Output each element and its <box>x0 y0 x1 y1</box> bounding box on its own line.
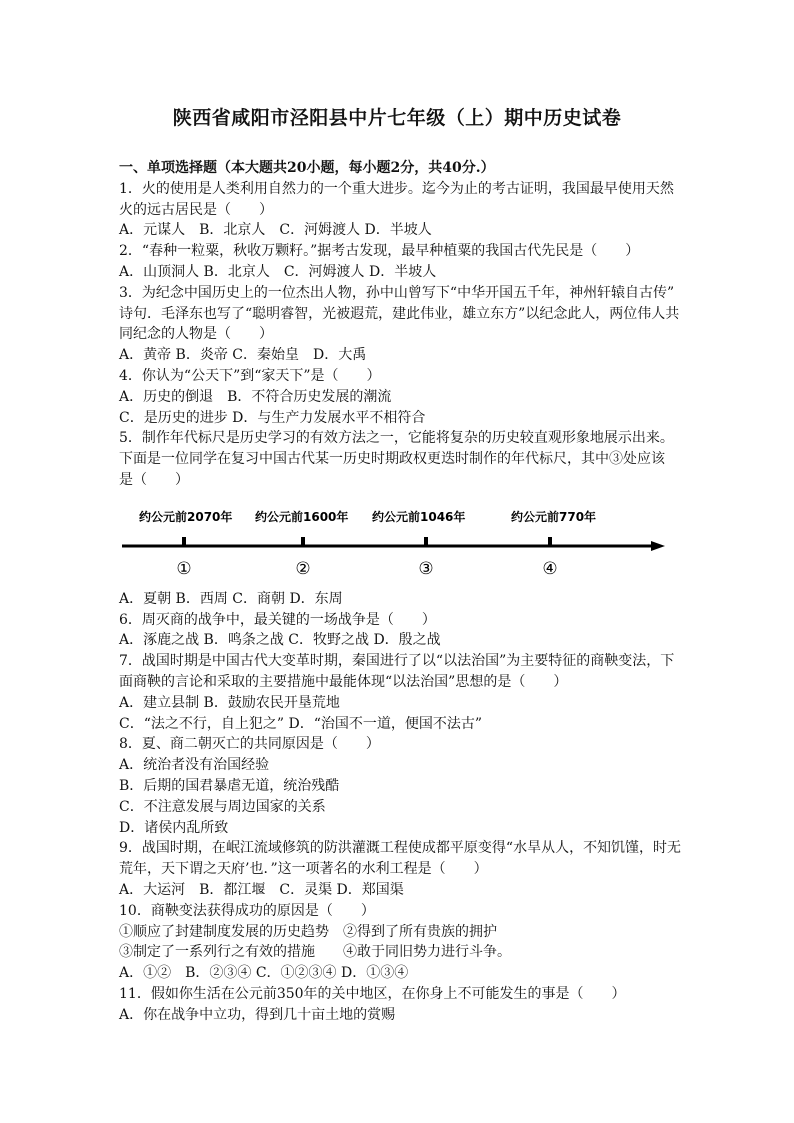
text-line: 7．战国时期是中国古代大变革时期，秦国进行了以“以法治国”为主要特征的商鞅变法，下 <box>119 653 675 670</box>
text-line: ③制定了一系列行之有效的措施 ④敢于同旧势力进行斗争。 <box>119 944 511 961</box>
text-line: 4．你认为“公天下”到“家天下”是（ ） <box>119 367 381 384</box>
text-line: 是（ ） <box>119 471 189 488</box>
exam-content <box>119 158 682 1025</box>
text-line: 9．战国时期，在岷江流域修筑的防洪灌溉工程使成都平原变得“水旱从人，不知饥馑，时无 <box>119 840 682 857</box>
text-line: 火的远古居民是（ ） <box>119 201 273 218</box>
timeline-label-3: 约公元前1046年 <box>372 509 466 524</box>
timeline-svg <box>119 505 679 583</box>
text-line: A．统治者没有治国经验 <box>119 757 270 774</box>
timeline-figure <box>119 505 679 583</box>
timeline-marker-1: ① <box>176 558 192 579</box>
timeline-marker-3: ③ <box>418 558 434 579</box>
text-line: 1．火的使用是人类利用自然力的一个重大进步。迄今为止的考古证明，我国最早使用天然 <box>119 180 674 197</box>
timeline-label-2: 约公元前1600年 <box>255 509 349 524</box>
text-line: 10．商鞅变法获得成功的原因是（ ） <box>119 902 375 919</box>
timeline-label-1: 约公元前2070年 <box>139 509 233 524</box>
text-line: C．不注意发展与周边国家的关系 <box>119 798 326 815</box>
text-line: ①顺应了封建制度发展的历史趋势 ②得到了所有贵族的拥护 <box>119 923 497 940</box>
text-line: A．夏朝 B．西周 C．商朝 D．东周 <box>119 590 343 607</box>
text-line: 下面是一位同学在复习中国古代某一历史时期政权更迭时制作的年代标尺，其中③处应该 <box>119 451 665 468</box>
timeline-label-4: 约公元前770年 <box>511 509 597 524</box>
question-block-5-11 <box>119 589 682 1026</box>
text-line: 2．“春种一粒粟，秋收万颗籽。”据考古发现，最早种植粟的我国古代先民是（ ） <box>119 243 640 260</box>
timeline-tick-3 <box>424 537 428 547</box>
section-heading: 一、单项选择题（本大题共20小题，每小题2分，共40分.） <box>119 160 495 176</box>
text-line: 诗句．毛泽东也写了“聪明睿智，光被遐荒，建此伟业，雄立东方”以纪念此人，两位伟人共 <box>119 305 680 322</box>
text-line: A．①② B．②③④ C．①②③④ D．①③④ <box>119 965 409 982</box>
page-title: 陕西省咸阳市泾阳县中片七年级（上）期中历史试卷 <box>172 107 622 129</box>
text-line: 同纪念的人物是（ ） <box>119 326 273 343</box>
text-line: A．历史的倒退 B．不符合历史发展的潮流 <box>119 388 392 405</box>
text-line: D．诸侯内乱所致 <box>119 819 229 836</box>
text-line: 5．制作年代标尺是历史学习的有效方法之一，它能将复杂的历史较直观形象地展示出来。 <box>119 430 674 447</box>
text-line: 面商鞅的言论和采取的主要措施中最能体现“以法治国”思想的是（ ） <box>119 673 568 690</box>
text-line: A．你在战争中立功，得到几十亩土地的赏赐 <box>119 1006 396 1023</box>
text-line: 11．假如你生活在公元前350年的关中地区，在你身上不可能发生的事是（ ） <box>119 985 626 1002</box>
text-line: A．涿鹿之战 B．鸣条之战 C．牧野之战 D．殷之战 <box>119 632 441 649</box>
timeline-marker-4: ④ <box>542 558 558 579</box>
text-line: A．元谋人 B．北京人 C．河姆渡人 D．半坡人 <box>119 222 432 239</box>
timeline-tick-2 <box>301 537 305 547</box>
question-block-1-5 <box>119 179 679 491</box>
timeline-arrow <box>651 541 665 551</box>
text-line: C．是历史的进步 D．与生产力发展水平不相符合 <box>119 409 426 426</box>
text-line: A．建立县制 B．鼓励农民开垦荒地 <box>119 694 340 711</box>
text-line: A．黄帝 B．炎帝 C．秦始皇 D．大禹 <box>119 347 367 364</box>
text-line: A．山顶洞人 B．北京人 C．河姆渡人 D．半坡人 <box>119 263 437 280</box>
text-line: B．后期的国君暴虐无道，统治残酷 <box>119 777 340 794</box>
text-line: C．“法之不行，自上犯之” D．“治国不一道，便国不法古” <box>119 715 483 732</box>
text-line: 6．周灭商的战争中，最关键的一场战争是（ ） <box>119 611 436 628</box>
timeline-tick-4 <box>548 537 552 547</box>
text-line: 荒年，天下谓之天府’也．”这一项著名的水利工程是（ ） <box>119 861 488 878</box>
text-line: A．大运河 B．都江堰 C．灵渠 D．郑国渠 <box>119 881 404 898</box>
timeline-marker-2: ② <box>295 558 311 579</box>
text-line: 8．夏、商二朝灭亡的共同原因是（ ） <box>119 736 380 753</box>
timeline-tick-1 <box>182 537 186 547</box>
text-line: 3．为纪念中国历史上的一位杰出人物，孙中山曾写下“中华开国五千年，神州轩辕自古传” <box>119 284 675 301</box>
